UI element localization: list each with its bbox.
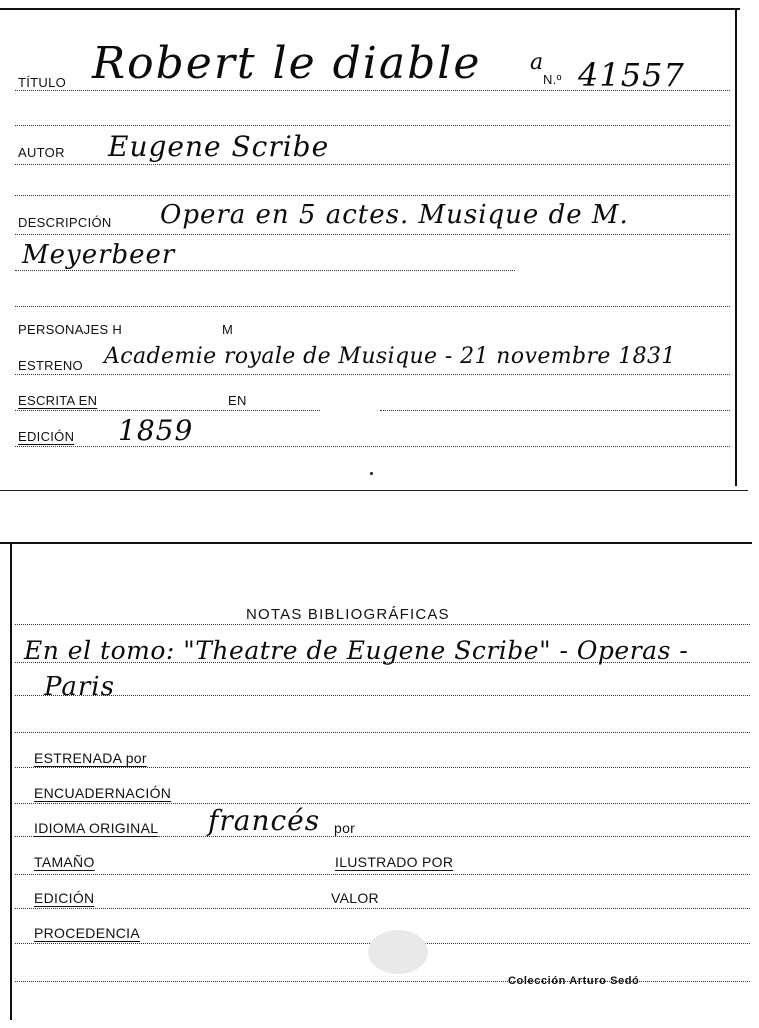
catalog-card-front <box>0 0 759 493</box>
card-right-border <box>735 8 737 486</box>
autor-value: Eugene Scribe <box>108 130 330 163</box>
rule-line <box>15 981 750 982</box>
idioma-label: IDIOMA ORIGINAL <box>34 820 159 836</box>
rule-line <box>15 125 730 126</box>
card-bottom-edge <box>0 490 748 491</box>
rule-line <box>15 164 730 165</box>
descripcion-value-line1: Opera en 5 actes. Musique de M. <box>160 200 629 230</box>
coleccion-footer: Colección Arturo Sedó <box>508 975 640 987</box>
titulo-value: Robert le diable <box>92 38 482 89</box>
personajes-label: PERSONAJES H <box>18 322 123 337</box>
rule-line <box>15 874 750 875</box>
rule-line <box>15 195 730 196</box>
edicion-back-label: EDICIÓN <box>34 890 95 906</box>
tamano-label: TAMAÑO <box>34 854 95 870</box>
autor-label: AUTOR <box>18 145 65 160</box>
rule-line <box>15 803 750 804</box>
encuadernacion-label: ENCUADERNACIÓN <box>34 785 172 801</box>
stamp-smudge <box>368 930 428 974</box>
card-top-border <box>0 8 740 10</box>
rule-line <box>15 410 320 411</box>
rule-line <box>15 306 730 307</box>
rule-line <box>15 908 750 909</box>
card-top-border <box>0 542 752 544</box>
descripcion-value-line2: Meyerbeer <box>22 240 176 270</box>
rule-line <box>380 410 730 411</box>
valor-label: VALOR <box>331 890 379 906</box>
notas-line1: En el tomo: "Theatre de Eugene Scribe" - Operas - <box>24 636 689 665</box>
numero-value: 41557 <box>578 56 685 94</box>
procedencia-label: PROCEDENCIA <box>34 925 140 941</box>
ilustrado-label: ILUSTRADO POR <box>335 854 454 870</box>
titulo-label: TÍTULO <box>18 75 67 90</box>
rule-line <box>15 270 515 271</box>
numero-label: N.º <box>543 72 562 87</box>
rule-line <box>15 695 750 696</box>
notas-line2: Paris <box>44 672 115 702</box>
rule-line <box>15 767 750 768</box>
edicion-value: 1859 <box>118 414 194 447</box>
escrita-en-label: EN <box>228 393 247 408</box>
estrenada-label: ESTRENADA por <box>34 750 147 766</box>
notas-heading: NOTAS BIBLIOGRÁFICAS <box>246 606 450 623</box>
idioma-value: francés <box>208 804 321 837</box>
rule-line <box>15 374 730 375</box>
card-left-border <box>10 542 12 1020</box>
rule-line <box>15 836 750 837</box>
rule-line <box>15 624 750 625</box>
rule-line <box>15 732 750 733</box>
estreno-value: Academie royale de Musique - 21 novembre 1831 <box>104 344 676 369</box>
rule-line <box>15 234 730 235</box>
personajes-m-label: M <box>222 322 234 337</box>
idioma-por-label: por <box>334 820 356 836</box>
ink-speck <box>370 472 373 475</box>
estreno-label: ESTRENO <box>18 358 83 373</box>
escrita-label: ESCRITA EN <box>18 393 98 408</box>
numero-superscript: a <box>530 50 545 75</box>
catalog-card-back <box>0 538 759 1028</box>
edicion-label: EDICIÓN <box>18 429 75 444</box>
descripcion-label: DESCRIPCIÓN <box>18 215 112 230</box>
